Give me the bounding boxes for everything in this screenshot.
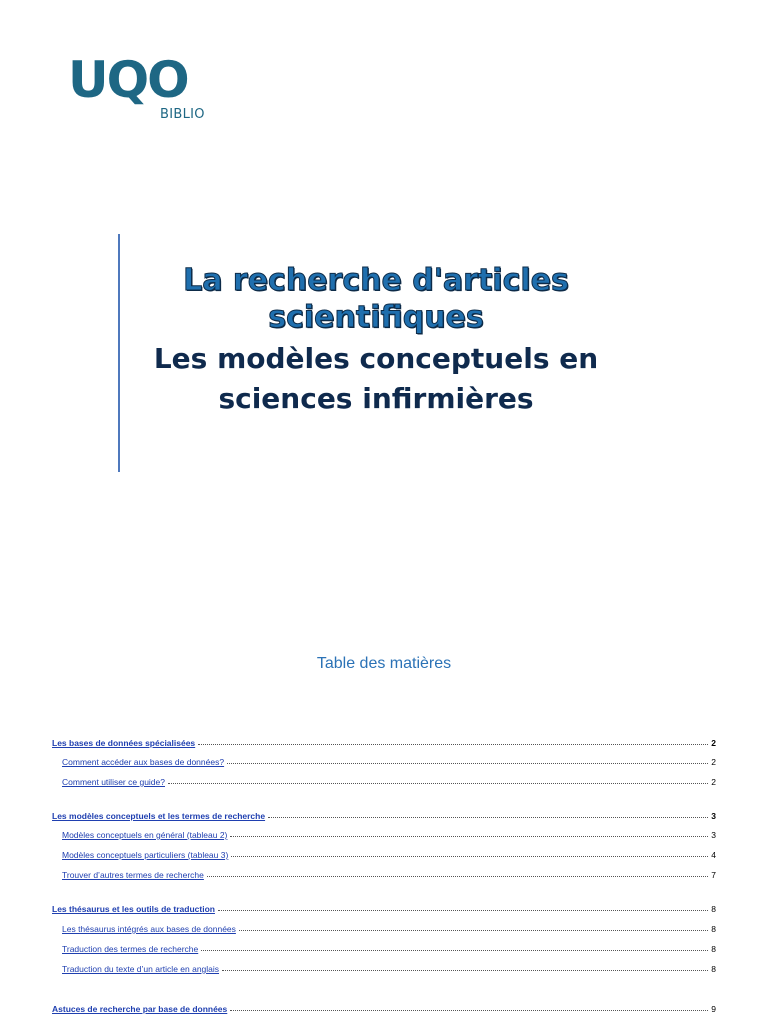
toc-leader [198, 743, 708, 745]
toc-page-number: 8 [711, 924, 716, 934]
toc-page-number: 8 [711, 904, 716, 914]
logo-subtitle: BIBLIO [160, 107, 205, 122]
toc-page-number: 9 [711, 1004, 716, 1014]
toc-leader [231, 855, 708, 857]
toc-entry[interactable] [62, 920, 716, 934]
title-line-1: La recherche d'articles [183, 263, 569, 298]
toc-entry[interactable] [62, 846, 716, 860]
toc-page-number: 8 [711, 964, 716, 974]
toc-leader [268, 816, 708, 818]
title-accent-line [118, 234, 120, 472]
toc-entry[interactable] [62, 940, 716, 954]
toc-page-number: 2 [711, 738, 716, 748]
toc-link[interactable]: Modèles conceptuels particuliers (tableau 3) [62, 850, 229, 860]
toc-leader [207, 875, 708, 877]
toc-link[interactable]: Les thésaurus intégrés aux bases de données [62, 924, 236, 934]
toc-heading: Table des matières [316, 655, 452, 672]
toc-link[interactable]: Traduction du texte d’un article en anglais [62, 964, 220, 974]
toc-entry[interactable] [62, 773, 716, 787]
toc-entry[interactable] [52, 900, 716, 914]
title-line-2: scientifiques [268, 300, 484, 335]
logo-mark: UQO [68, 51, 188, 109]
toc-leader [239, 929, 708, 931]
toc-link[interactable]: Astuces de recherche par base de données [52, 1004, 228, 1014]
toc-link[interactable]: Modèles conceptuels en général (tableau 2) [62, 830, 228, 840]
toc-page-number: 7 [711, 870, 716, 880]
toc-entry[interactable] [62, 960, 716, 974]
toc-link[interactable]: Les modèles conceptuels et les termes de recherche [52, 811, 266, 821]
uqo-biblio-logo [68, 51, 218, 130]
toc-leader [230, 835, 708, 837]
toc-leader [230, 1009, 708, 1011]
toc-entry[interactable] [52, 807, 716, 821]
toc-leader [222, 969, 708, 971]
toc-leader [227, 762, 708, 764]
toc-entry[interactable] [62, 753, 716, 767]
toc-link[interactable]: Les bases de données spécialisées [52, 738, 196, 748]
toc-link[interactable]: Comment accéder aux bases de données? [62, 757, 225, 767]
title-line-3: Les modèles conceptuels en [153, 342, 599, 375]
toc-leader [218, 909, 708, 911]
toc-entry[interactable] [62, 826, 716, 840]
toc-link[interactable]: Comment utiliser ce guide? [62, 777, 165, 787]
toc-link[interactable]: Trouver d’autres termes de recherche [62, 870, 204, 880]
toc-leader [201, 949, 708, 951]
title-line-4: sciences infirmières [218, 382, 534, 415]
toc-page-number: 2 [711, 777, 716, 787]
toc-page-number: 4 [711, 850, 716, 860]
toc-link[interactable]: Traduction des termes de recherche [62, 944, 199, 954]
toc-leader [168, 782, 708, 784]
toc-page-number: 3 [711, 811, 716, 821]
toc-entry[interactable] [52, 734, 716, 748]
toc-page-number: 8 [711, 944, 716, 954]
toc-page-number: 3 [711, 830, 716, 840]
toc-entry[interactable] [52, 1000, 716, 1014]
toc-entry[interactable] [62, 866, 716, 880]
document-title [122, 262, 630, 422]
toc-link[interactable]: Les thésaurus et les outils de traduction [52, 904, 215, 914]
toc-page-number: 2 [711, 757, 716, 767]
